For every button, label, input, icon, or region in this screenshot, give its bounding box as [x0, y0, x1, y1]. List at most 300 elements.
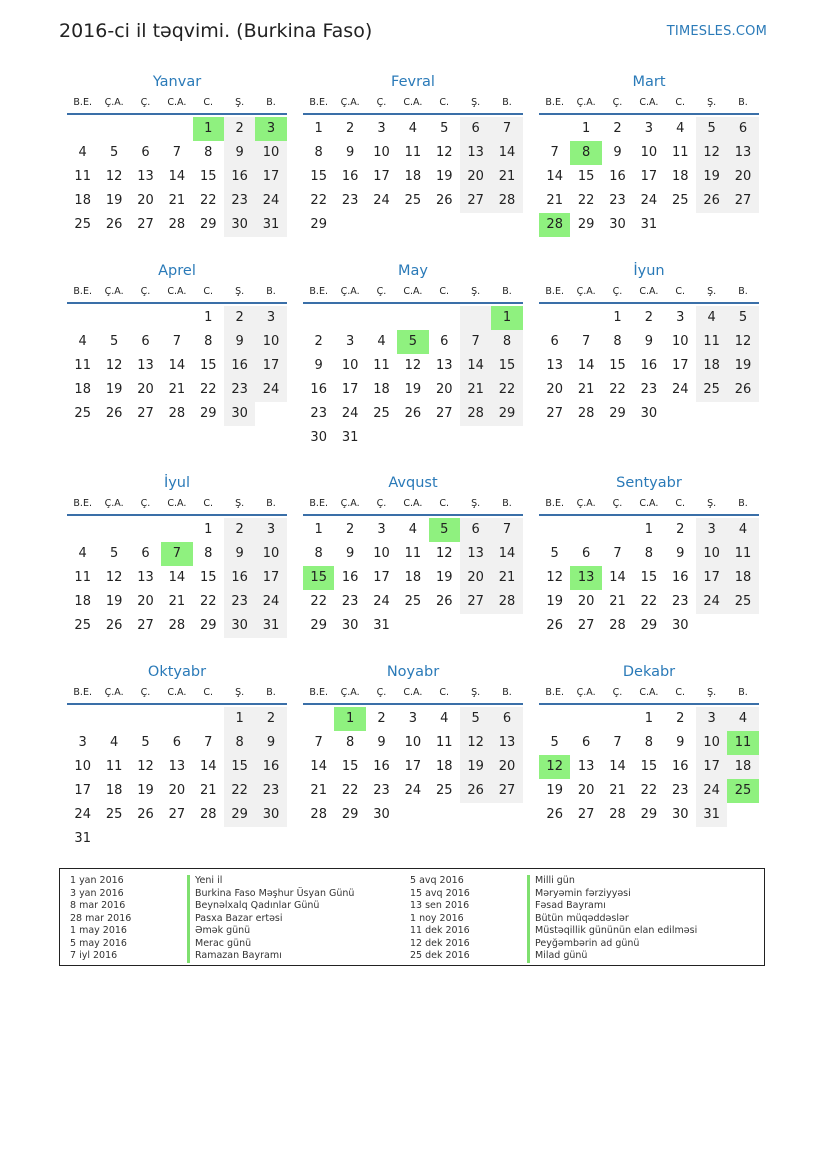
day-cell[interactable]: 23	[224, 378, 255, 402]
day-cell[interactable]: 21	[577, 382, 595, 397]
day-cell[interactable]: 28	[199, 807, 217, 822]
day-cell[interactable]: 21	[168, 594, 186, 609]
day-cell[interactable]: 29	[199, 217, 217, 232]
day-cell[interactable]: 8	[314, 546, 323, 561]
day-cell[interactable]: 23	[609, 193, 626, 208]
day-cell[interactable]: 23	[341, 594, 359, 609]
day-cell[interactable]: 13	[727, 141, 758, 165]
day-cell[interactable]: 21	[199, 783, 217, 798]
day-cell[interactable]: 27	[491, 779, 522, 803]
day-cell[interactable]: 20	[727, 165, 758, 189]
day-cell[interactable]: 21	[168, 382, 186, 397]
day-cell[interactable]: 21	[609, 783, 626, 798]
day-cell[interactable]: 7	[491, 117, 522, 141]
day-cell[interactable]: 1	[644, 711, 653, 726]
day-cell[interactable]: 14	[609, 759, 626, 774]
day-cell[interactable]: 12	[105, 570, 123, 585]
day-cell[interactable]: 18	[105, 783, 123, 798]
day-cell[interactable]: 8	[491, 330, 522, 354]
day-cell[interactable]: 20	[577, 594, 595, 609]
day-cell[interactable]: 2	[224, 117, 255, 141]
day-cell[interactable]: 29	[341, 807, 359, 822]
day-cell[interactable]: 26	[460, 779, 491, 803]
day-cell[interactable]: 16	[310, 382, 327, 397]
day-cell[interactable]: 15	[341, 759, 359, 774]
day-cell[interactable]: 19	[105, 382, 123, 397]
day-cell[interactable]: 14	[460, 354, 491, 378]
day-cell[interactable]: 4	[377, 334, 386, 349]
day-cell[interactable]: 9	[377, 735, 386, 750]
day-cell[interactable]: 27	[435, 406, 453, 421]
day-cell[interactable]: 6	[440, 334, 449, 349]
day-cell[interactable]: 19	[460, 755, 491, 779]
day-cell[interactable]: 8	[613, 334, 622, 349]
day-cell[interactable]: 23	[373, 783, 390, 798]
day-cell[interactable]: 10	[373, 546, 390, 561]
day-cell[interactable]: 17	[373, 570, 390, 585]
day-cell[interactable]: 25	[373, 406, 390, 421]
day-cell[interactable]: 19	[696, 165, 727, 189]
day-cell[interactable]: 13	[577, 759, 595, 774]
day-cell[interactable]: 4	[696, 306, 727, 330]
day-cell[interactable]: 18	[74, 382, 91, 397]
day-cell[interactable]: 6	[581, 735, 591, 750]
day-cell[interactable]: 16	[341, 169, 359, 184]
day-cell[interactable]: 14	[310, 759, 327, 774]
day-cell[interactable]: 15	[577, 169, 595, 184]
day-cell[interactable]: 12	[105, 169, 123, 184]
day-cell[interactable]: 12	[696, 141, 727, 165]
day-cell[interactable]: 20	[137, 193, 154, 208]
day-cell[interactable]: 9	[345, 546, 355, 561]
day-cell[interactable]: 25	[74, 618, 91, 633]
day-cell[interactable]: 2	[377, 711, 386, 726]
day-cell[interactable]: 22	[577, 193, 595, 208]
day-cell[interactable]: 10	[255, 542, 286, 566]
day-cell[interactable]: 24	[74, 807, 91, 822]
day-cell[interactable]: 25	[74, 406, 91, 421]
day-cell[interactable]: 12	[435, 145, 453, 160]
day-cell[interactable]: 15	[199, 169, 217, 184]
day-cell[interactable]: 7	[161, 542, 192, 566]
day-cell[interactable]: 24	[373, 594, 390, 609]
day-cell[interactable]: 31	[255, 614, 286, 638]
day-cell[interactable]: 20	[137, 382, 154, 397]
day-cell[interactable]: 5	[109, 145, 119, 160]
day-cell[interactable]: 2	[644, 310, 653, 325]
day-cell[interactable]: 1	[314, 121, 323, 136]
day-cell[interactable]: 29	[577, 217, 595, 232]
day-cell[interactable]: 8	[570, 141, 601, 165]
day-cell[interactable]: 27	[137, 406, 154, 421]
day-cell[interactable]: 19	[105, 193, 123, 208]
day-cell[interactable]: 13	[137, 169, 154, 184]
day-cell[interactable]: 29	[640, 618, 658, 633]
day-cell[interactable]: 4	[78, 546, 87, 561]
day-cell[interactable]: 21	[491, 165, 522, 189]
day-cell[interactable]: 28	[310, 807, 327, 822]
day-cell[interactable]: 22	[310, 193, 327, 208]
day-cell[interactable]: 18	[727, 755, 758, 779]
day-cell[interactable]: 23	[640, 382, 658, 397]
day-cell[interactable]: 18	[373, 382, 390, 397]
day-cell[interactable]: 7	[613, 735, 622, 750]
day-cell[interactable]: 5	[696, 117, 727, 141]
day-cell[interactable]: 3	[377, 121, 386, 136]
day-cell[interactable]: 10	[404, 735, 422, 750]
day-cell[interactable]: 8	[224, 731, 255, 755]
day-cell[interactable]: 27	[137, 618, 154, 633]
day-cell[interactable]: 19	[546, 594, 563, 609]
day-cell[interactable]: 7	[491, 518, 522, 542]
day-cell[interactable]: 30	[224, 402, 255, 426]
day-cell[interactable]: 13	[570, 566, 601, 590]
day-cell[interactable]: 23	[224, 590, 255, 614]
day-cell[interactable]: 28	[168, 618, 186, 633]
day-cell[interactable]: 2	[676, 711, 685, 726]
day-cell[interactable]: 24	[341, 406, 359, 421]
day-cell[interactable]: 6	[460, 117, 491, 141]
day-cell[interactable]: 17	[404, 759, 422, 774]
day-cell[interactable]: 31	[341, 430, 359, 445]
day-cell[interactable]: 18	[671, 169, 689, 184]
day-cell[interactable]: 30	[224, 213, 255, 237]
day-cell[interactable]: 10	[696, 731, 727, 755]
day-cell[interactable]: 4	[727, 518, 758, 542]
day-cell[interactable]: 13	[137, 358, 154, 373]
day-cell[interactable]: 14	[168, 358, 186, 373]
day-cell[interactable]: 26	[435, 594, 453, 609]
day-cell[interactable]: 23	[341, 193, 359, 208]
day-cell[interactable]: 22	[341, 783, 359, 798]
day-cell[interactable]: 7	[460, 330, 491, 354]
day-cell[interactable]: 29	[199, 618, 217, 633]
day-cell[interactable]: 20	[168, 783, 186, 798]
day-cell[interactable]: 27	[546, 406, 563, 421]
day-cell[interactable]: 27	[168, 807, 186, 822]
day-cell[interactable]: 10	[696, 542, 727, 566]
day-cell[interactable]: 20	[460, 566, 491, 590]
day-cell[interactable]: 19	[137, 783, 154, 798]
day-cell[interactable]: 6	[491, 707, 522, 731]
day-cell[interactable]: 22	[310, 594, 327, 609]
day-cell[interactable]: 23	[224, 189, 255, 213]
day-cell[interactable]: 23	[671, 783, 689, 798]
day-cell[interactable]: 21	[609, 594, 626, 609]
day-cell[interactable]: 3	[255, 306, 286, 330]
day-cell[interactable]: 15	[310, 169, 327, 184]
day-cell[interactable]: 27	[460, 590, 491, 614]
day-cell[interactable]: 28	[539, 213, 570, 237]
day-cell[interactable]: 8	[644, 735, 653, 750]
day-cell[interactable]: 30	[640, 406, 658, 421]
day-cell[interactable]: 20	[577, 783, 595, 798]
day-cell[interactable]: 4	[78, 334, 87, 349]
day-cell[interactable]: 3	[644, 121, 653, 136]
day-cell[interactable]: 26	[105, 217, 123, 232]
day-cell[interactable]: 4	[408, 121, 417, 136]
day-cell[interactable]: 17	[255, 165, 286, 189]
day-cell[interactable]: 13	[460, 141, 491, 165]
day-cell[interactable]: 2	[255, 707, 286, 731]
day-cell[interactable]: 10	[640, 145, 658, 160]
day-cell[interactable]: 1	[204, 522, 213, 537]
day-cell[interactable]: 28	[168, 406, 186, 421]
day-cell[interactable]: 6	[141, 334, 150, 349]
day-cell[interactable]: 1	[224, 707, 255, 731]
day-cell[interactable]: 14	[199, 759, 217, 774]
day-cell[interactable]: 12	[727, 330, 758, 354]
day-cell[interactable]: 29	[199, 406, 217, 421]
day-cell[interactable]: 18	[696, 354, 727, 378]
day-cell[interactable]: 15	[303, 566, 334, 590]
day-cell[interactable]: 21	[168, 193, 186, 208]
day-cell[interactable]: 13	[546, 358, 563, 373]
day-cell[interactable]: 23	[671, 594, 689, 609]
day-cell[interactable]: 25	[404, 594, 422, 609]
day-cell[interactable]: 12	[539, 755, 570, 779]
day-cell[interactable]: 27	[137, 217, 154, 232]
day-cell[interactable]: 25	[74, 217, 91, 232]
day-cell[interactable]: 15	[199, 570, 217, 585]
day-cell[interactable]: 3	[377, 522, 386, 537]
day-cell[interactable]: 27	[460, 189, 491, 213]
day-cell[interactable]: 22	[640, 783, 658, 798]
day-cell[interactable]: 19	[105, 594, 123, 609]
day-cell[interactable]: 16	[373, 759, 390, 774]
day-cell[interactable]: 11	[74, 570, 91, 585]
day-cell[interactable]: 22	[224, 779, 255, 803]
day-cell[interactable]: 9	[224, 141, 255, 165]
day-cell[interactable]: 7	[550, 145, 559, 160]
day-cell[interactable]: 13	[168, 759, 186, 774]
day-cell[interactable]: 1	[581, 121, 591, 136]
day-cell[interactable]: 9	[676, 735, 685, 750]
day-cell[interactable]: 15	[491, 354, 522, 378]
day-cell[interactable]: 3	[408, 711, 417, 726]
day-cell[interactable]: 1	[613, 310, 622, 325]
day-cell[interactable]: 17	[671, 358, 689, 373]
day-cell[interactable]: 4	[676, 121, 685, 136]
day-cell[interactable]: 31	[640, 217, 658, 232]
day-cell[interactable]: 20	[491, 755, 522, 779]
day-cell[interactable]: 12	[404, 358, 422, 373]
day-cell[interactable]: 1	[204, 310, 213, 325]
day-cell[interactable]: 29	[310, 618, 327, 633]
day-cell[interactable]: 9	[644, 334, 653, 349]
day-cell[interactable]: 31	[696, 803, 727, 827]
day-cell[interactable]: 4	[727, 707, 758, 731]
day-cell[interactable]: 2	[345, 121, 355, 136]
day-cell[interactable]: 16	[671, 570, 689, 585]
day-cell[interactable]: 26	[696, 189, 727, 213]
day-cell[interactable]: 4	[109, 735, 119, 750]
day-cell[interactable]: 18	[74, 193, 91, 208]
day-cell[interactable]: 9	[224, 330, 255, 354]
day-cell[interactable]: 11	[373, 358, 390, 373]
day-cell[interactable]: 16	[224, 165, 255, 189]
day-cell[interactable]: 10	[74, 759, 91, 774]
day-cell[interactable]: 2	[345, 522, 355, 537]
day-cell[interactable]: 16	[224, 354, 255, 378]
day-cell[interactable]: 28	[577, 406, 595, 421]
day-cell[interactable]: 13	[491, 731, 522, 755]
day-cell[interactable]: 7	[613, 546, 622, 561]
day-cell[interactable]: 4	[440, 711, 449, 726]
day-cell[interactable]: 13	[137, 570, 154, 585]
day-cell[interactable]: 26	[105, 406, 123, 421]
day-cell[interactable]: 29	[609, 406, 626, 421]
day-cell[interactable]: 17	[696, 755, 727, 779]
day-cell[interactable]: 14	[168, 169, 186, 184]
day-cell[interactable]: 11	[404, 546, 422, 561]
day-cell[interactable]: 17	[373, 169, 390, 184]
day-cell[interactable]: 13	[435, 358, 453, 373]
day-cell[interactable]: 26	[435, 193, 453, 208]
day-cell[interactable]: 25	[435, 783, 453, 798]
day-cell[interactable]: 9	[314, 358, 323, 373]
day-cell[interactable]: 25	[105, 807, 123, 822]
day-cell[interactable]: 21	[310, 783, 327, 798]
day-cell[interactable]: 8	[204, 546, 213, 561]
day-cell[interactable]: 24	[404, 783, 422, 798]
day-cell[interactable]: 29	[640, 807, 658, 822]
day-cell[interactable]: 29	[310, 217, 327, 232]
day-cell[interactable]: 19	[404, 382, 422, 397]
day-cell[interactable]: 7	[172, 334, 181, 349]
day-cell[interactable]: 9	[345, 145, 355, 160]
day-cell[interactable]: 9	[613, 145, 622, 160]
day-cell[interactable]: 16	[671, 759, 689, 774]
day-cell[interactable]: 19	[546, 783, 563, 798]
day-cell[interactable]: 17	[696, 566, 727, 590]
day-cell[interactable]: 17	[341, 382, 359, 397]
day-cell[interactable]: 20	[137, 594, 154, 609]
day-cell[interactable]: 25	[727, 779, 758, 803]
day-cell[interactable]: 30	[224, 614, 255, 638]
day-cell[interactable]: 21	[460, 378, 491, 402]
day-cell[interactable]: 25	[727, 590, 758, 614]
day-cell[interactable]: 5	[141, 735, 150, 750]
day-cell[interactable]: 27	[727, 189, 758, 213]
day-cell[interactable]: 7	[314, 735, 323, 750]
day-cell[interactable]: 30	[671, 618, 689, 633]
day-cell[interactable]: 6	[141, 145, 150, 160]
day-cell[interactable]: 3	[676, 310, 685, 325]
day-cell[interactable]: 18	[727, 566, 758, 590]
day-cell[interactable]: 24	[696, 590, 727, 614]
day-cell[interactable]: 6	[141, 546, 150, 561]
day-cell[interactable]: 11	[74, 358, 91, 373]
day-cell[interactable]: 2	[224, 518, 255, 542]
day-cell[interactable]: 11	[105, 759, 123, 774]
day-cell[interactable]: 22	[640, 594, 658, 609]
day-cell[interactable]: 24	[373, 193, 390, 208]
day-cell[interactable]: 3	[78, 735, 87, 750]
day-cell[interactable]: 27	[577, 618, 595, 633]
day-cell[interactable]: 24	[255, 189, 286, 213]
day-cell[interactable]: 9	[255, 731, 286, 755]
day-cell[interactable]: 7	[204, 735, 213, 750]
day-cell[interactable]: 28	[609, 807, 626, 822]
day-cell[interactable]: 13	[460, 542, 491, 566]
day-cell[interactable]: 16	[255, 755, 286, 779]
day-cell[interactable]: 21	[491, 566, 522, 590]
day-cell[interactable]: 18	[74, 594, 91, 609]
day-cell[interactable]: 5	[429, 518, 460, 542]
day-cell[interactable]: 31	[373, 618, 390, 633]
day-cell[interactable]: 18	[435, 759, 453, 774]
day-cell[interactable]: 15	[224, 755, 255, 779]
day-cell[interactable]: 29	[491, 402, 522, 426]
day-cell[interactable]: 3	[255, 518, 286, 542]
day-cell[interactable]: 22	[199, 382, 217, 397]
day-cell[interactable]: 10	[255, 141, 286, 165]
day-cell[interactable]: 8	[314, 145, 323, 160]
day-cell[interactable]: 26	[727, 378, 758, 402]
day-cell[interactable]: 12	[546, 570, 563, 585]
day-cell[interactable]: 30	[373, 807, 390, 822]
day-cell[interactable]: 5	[550, 546, 559, 561]
day-cell[interactable]: 23	[255, 779, 286, 803]
day-cell[interactable]: 15	[609, 358, 626, 373]
day-cell[interactable]: 26	[137, 807, 154, 822]
day-cell[interactable]: 5	[727, 306, 758, 330]
day-cell[interactable]: 3	[696, 707, 727, 731]
day-cell[interactable]: 7	[581, 334, 591, 349]
day-cell[interactable]: 1	[193, 117, 224, 141]
day-cell[interactable]: 12	[460, 731, 491, 755]
day-cell[interactable]: 15	[640, 759, 658, 774]
day-cell[interactable]: 17	[255, 566, 286, 590]
day-cell[interactable]: 22	[199, 193, 217, 208]
day-cell[interactable]: 6	[460, 518, 491, 542]
day-cell[interactable]: 1	[314, 522, 323, 537]
day-cell[interactable]: 26	[404, 406, 422, 421]
day-cell[interactable]: 3	[255, 117, 286, 141]
day-cell[interactable]: 24	[255, 378, 286, 402]
day-cell[interactable]: 25	[404, 193, 422, 208]
day-cell[interactable]: 7	[172, 145, 181, 160]
day-cell[interactable]: 31	[74, 831, 91, 846]
day-cell[interactable]: 30	[341, 618, 359, 633]
day-cell[interactable]: 2	[676, 522, 685, 537]
day-cell[interactable]: 9	[676, 546, 685, 561]
day-cell[interactable]: 8	[644, 546, 653, 561]
day-cell[interactable]: 10	[671, 334, 689, 349]
day-cell[interactable]: 20	[435, 382, 453, 397]
day-cell[interactable]: 12	[435, 546, 453, 561]
day-cell[interactable]: 24	[640, 193, 658, 208]
day-cell[interactable]: 8	[204, 334, 213, 349]
day-cell[interactable]: 6	[550, 334, 559, 349]
day-cell[interactable]: 26	[546, 618, 563, 633]
day-cell[interactable]: 15	[199, 358, 217, 373]
day-cell[interactable]: 11	[671, 145, 689, 160]
day-cell[interactable]: 5	[109, 334, 119, 349]
day-cell[interactable]: 30	[310, 430, 327, 445]
day-cell[interactable]: 17	[640, 169, 658, 184]
day-cell[interactable]: 4	[408, 522, 417, 537]
day-cell[interactable]: 5	[460, 707, 491, 731]
day-cell[interactable]: 11	[404, 145, 422, 160]
day-cell[interactable]: 30	[609, 217, 626, 232]
day-cell[interactable]: 12	[105, 358, 123, 373]
day-cell[interactable]: 3	[696, 518, 727, 542]
day-cell[interactable]: 26	[105, 618, 123, 633]
day-cell[interactable]: 11	[435, 735, 453, 750]
day-cell[interactable]: 6	[172, 735, 181, 750]
